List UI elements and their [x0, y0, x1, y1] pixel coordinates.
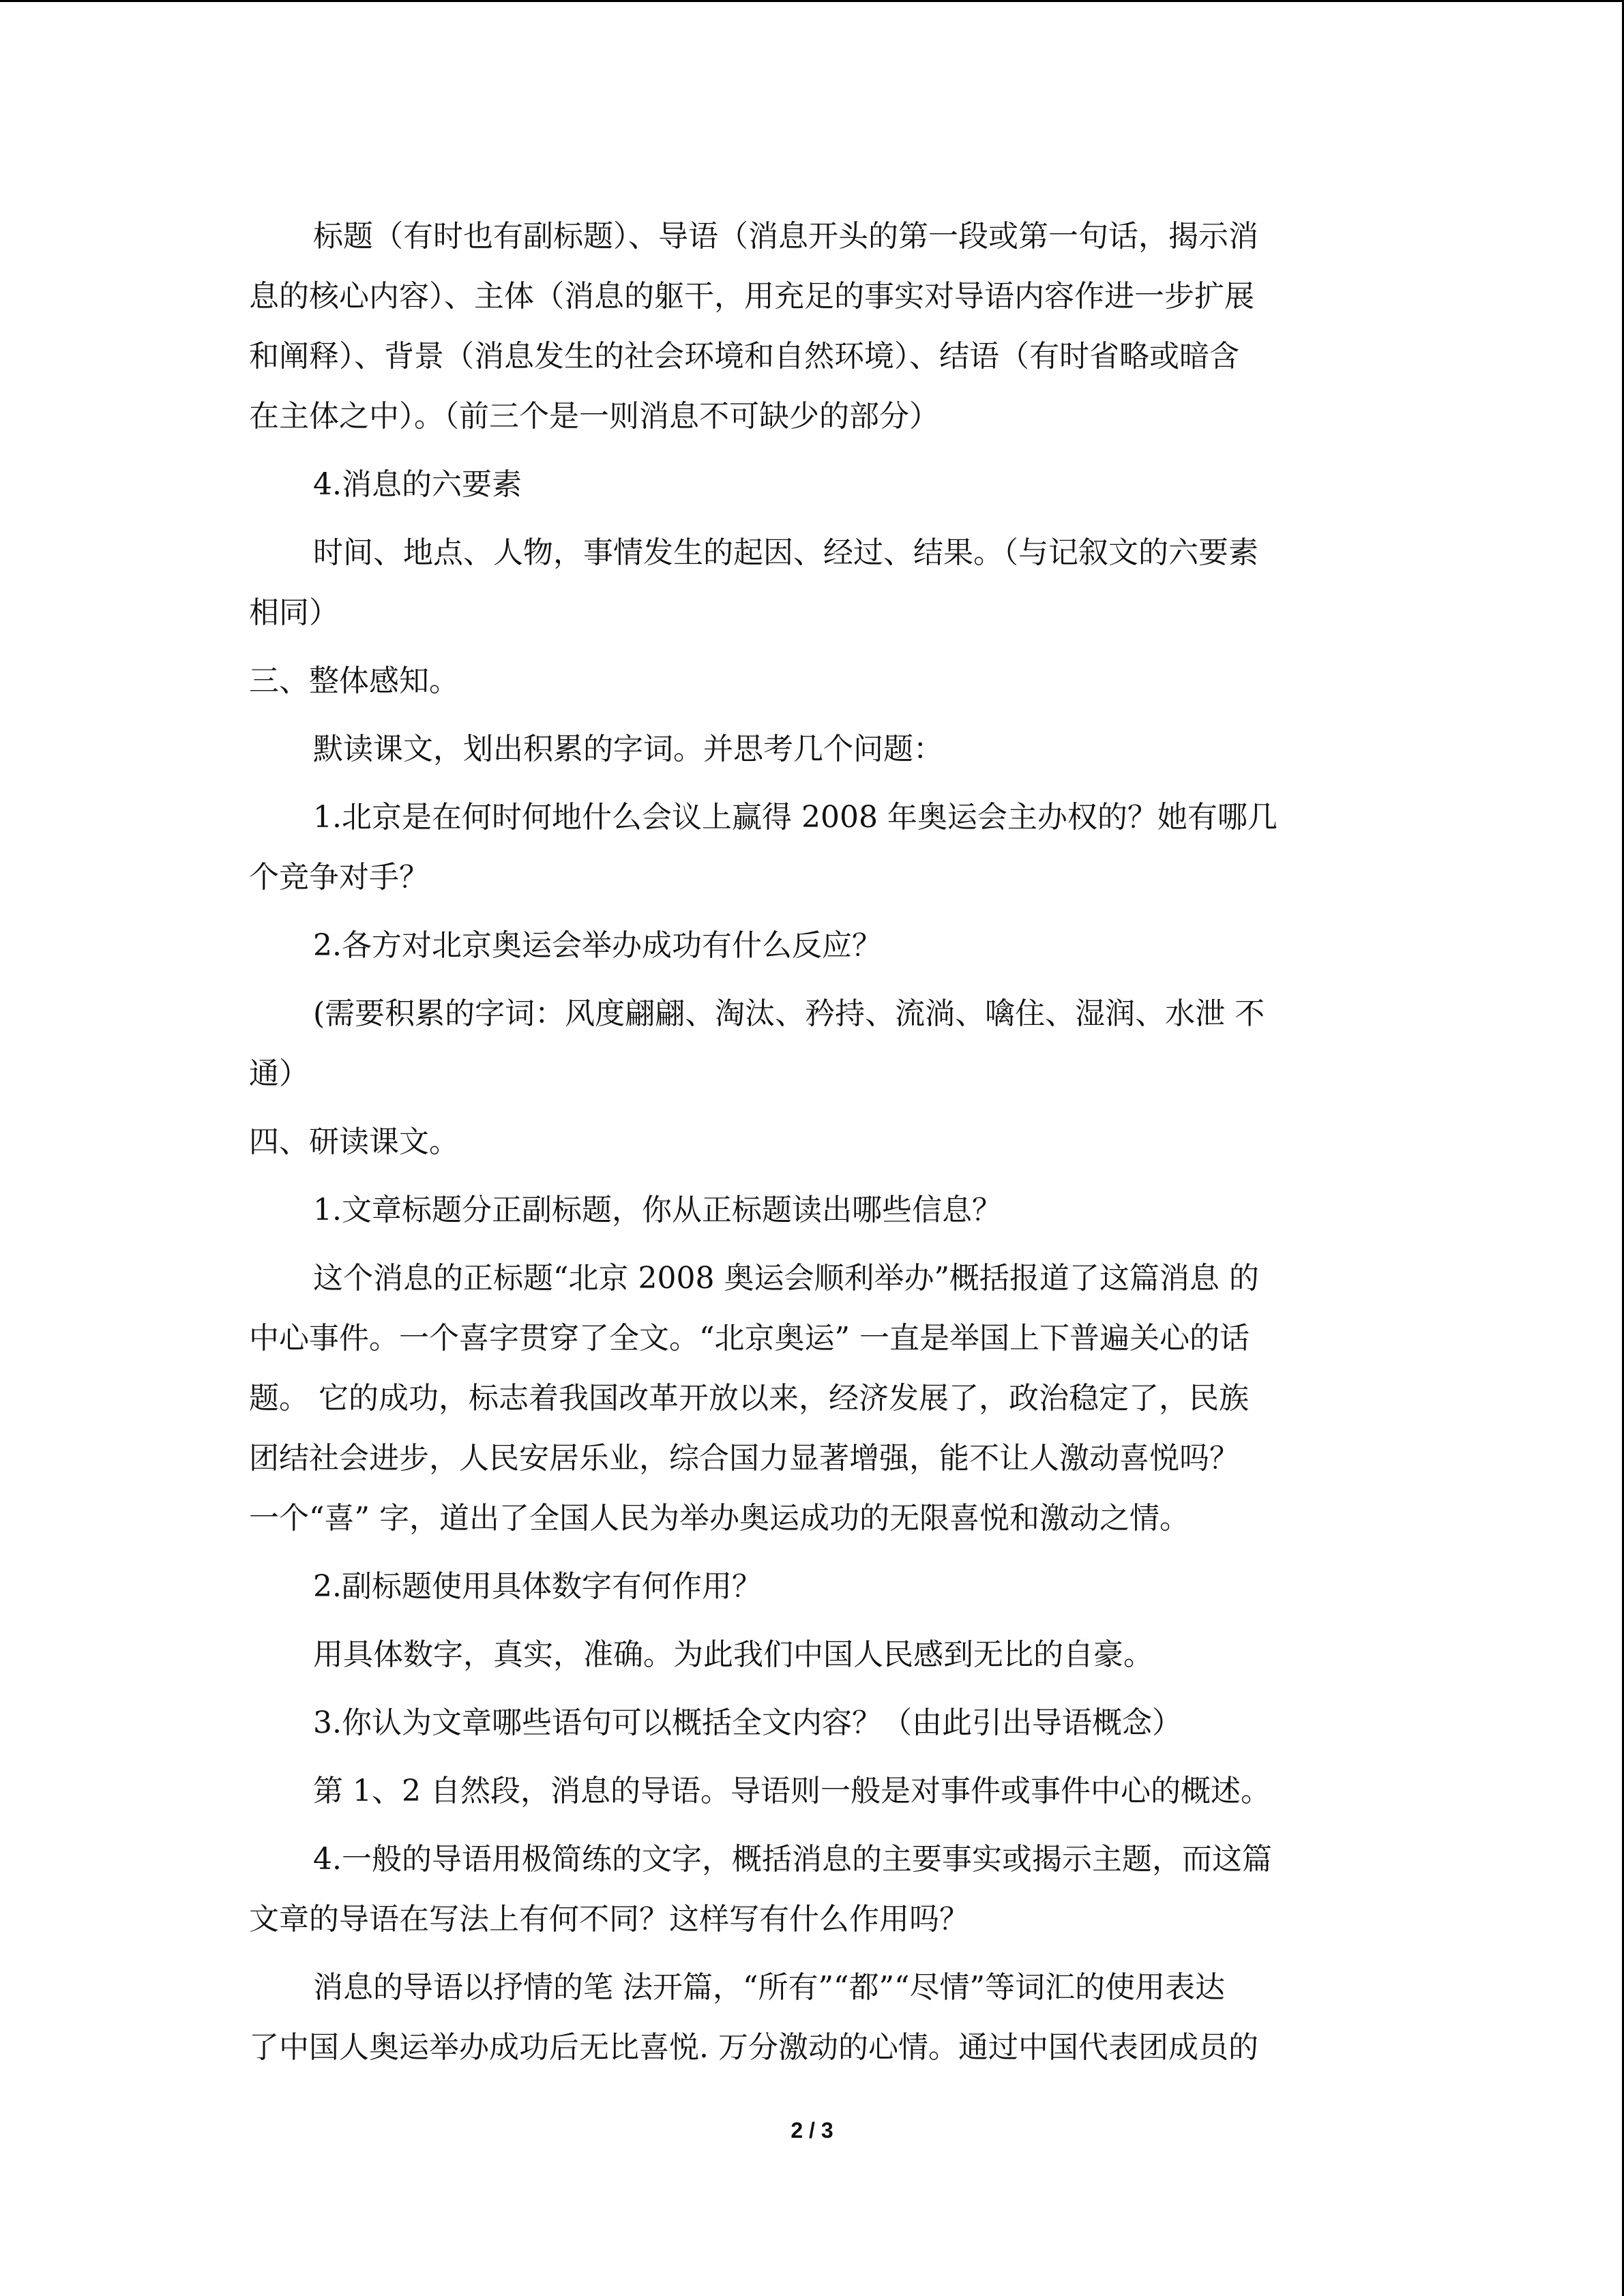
- text-line: 相同）: [249, 595, 339, 630]
- text-line: 1.文章标题分正副标题，你从正标题读出哪些信息？: [313, 1193, 1002, 1227]
- text-line: 用具体数字，真实，准确。为此我们中国人民感到无比的自豪。: [313, 1637, 1153, 1672]
- paragraph: [249, 1249, 1368, 1549]
- text-line: 消息的导语以抒情的笔 法开篇，“所有”“都”“尽情”等词汇的使用表达: [313, 1970, 1225, 2005]
- text-line: 4.一般的导语用极简练的文字，概括消息的主要事实或揭示主题，而这篇: [313, 1842, 1272, 1877]
- paragraph: [249, 523, 1368, 643]
- text-line: 了中国人奥运举办成功后无比喜悦. 万分激动的心情。通过中国代表团成员的: [249, 2030, 1258, 2065]
- text-line: 4.消息的六要素: [313, 467, 522, 502]
- paragraph: [249, 1761, 1368, 1821]
- page-border-top: [0, 0, 1624, 2]
- text-line: 和阐释）、背景（消息发生的社会环境和自然环境）、结语（有时省略或暗含: [249, 339, 1239, 374]
- paragraph: [249, 1830, 1368, 1950]
- text-line: 三、整体感知。: [249, 664, 459, 698]
- text-line: 3.你认为文章哪些语句可以概括全文内容？（由此引出导语概念）: [313, 1705, 1182, 1740]
- text-line: 第 1、2 自然段，消息的导语。导语则一般是对事件或事件中心的概述。: [313, 1774, 1271, 1808]
- paragraph: [249, 1693, 1368, 1753]
- paragraph: [249, 1112, 1368, 1172]
- text-line: 这个消息的正标题“北京 2008 奥运会顺利举办”概括报道了这篇消息 的: [313, 1261, 1259, 1296]
- text-line: 个竞争对手？: [249, 860, 429, 895]
- text-line: 默读课文，划出积累的字词。并思考几个问题：: [313, 732, 943, 766]
- text-line: 通）: [249, 1056, 309, 1091]
- document-body: [249, 207, 1368, 2078]
- text-line: 2.各方对北京奥运会举办成功有什么反应？: [313, 928, 882, 963]
- text-line: 中心事件。一个喜字贯穿了全文。“北京奥运” 一直是举国上下普遍关心的话: [249, 1321, 1250, 1356]
- paragraph: [249, 788, 1368, 908]
- text-line: 1.北京是在何时何地什么会议上赢得 2008 年奥运会主办权的？她有哪几: [313, 800, 1278, 835]
- text-line: 2.副标题使用具体数字有何作用？: [313, 1569, 762, 1604]
- text-line: 团结社会进步，人民安居乐业，综合国力显著增强，能不让人激动喜悦吗？: [249, 1441, 1239, 1476]
- paragraph: [249, 719, 1368, 779]
- text-line: 题。 它的成功，标志着我国改革开放以来，经济发展了，政治稳定了，民族: [249, 1381, 1249, 1416]
- text-line: 时间、地点、人物，事情发生的起因、经过、结果。（与记叙文的六要素: [313, 535, 1258, 570]
- paragraph: [249, 455, 1368, 515]
- paragraph: [249, 1557, 1368, 1617]
- paragraph: [249, 916, 1368, 976]
- page-number: 2 / 3: [791, 2118, 833, 2143]
- text-line: 文章的导语在写法上有何不同？这样写有什么作用吗？: [249, 1902, 969, 1937]
- text-line: 一个“喜” 字，道出了全国人民为举办奥运成功的无限喜悦和激动之情。: [249, 1501, 1190, 1536]
- text-line: 标题（有时也有副标题）、导语（消息开头的第一段或第一句话，揭示消: [313, 219, 1258, 254]
- paragraph: [249, 1180, 1368, 1240]
- paragraph: [249, 207, 1368, 447]
- text-line: 四、研读课文。: [249, 1124, 459, 1159]
- text-line: 在主体之中）。（前三个是一则消息不可缺少的部分）: [249, 399, 939, 434]
- text-line: 息的核心内容）、主体（消息的躯干，用充足的事实对导语内容作进一步扩展: [249, 279, 1254, 314]
- paragraph: [249, 1958, 1368, 2078]
- paragraph: [249, 1625, 1368, 1685]
- paragraph: [249, 984, 1368, 1104]
- paragraph: [249, 651, 1368, 711]
- text-line: (需要积累的字词：风度翩翩、淘汰、矜持、流淌、噙住、湿润、水泄 不: [313, 996, 1265, 1031]
